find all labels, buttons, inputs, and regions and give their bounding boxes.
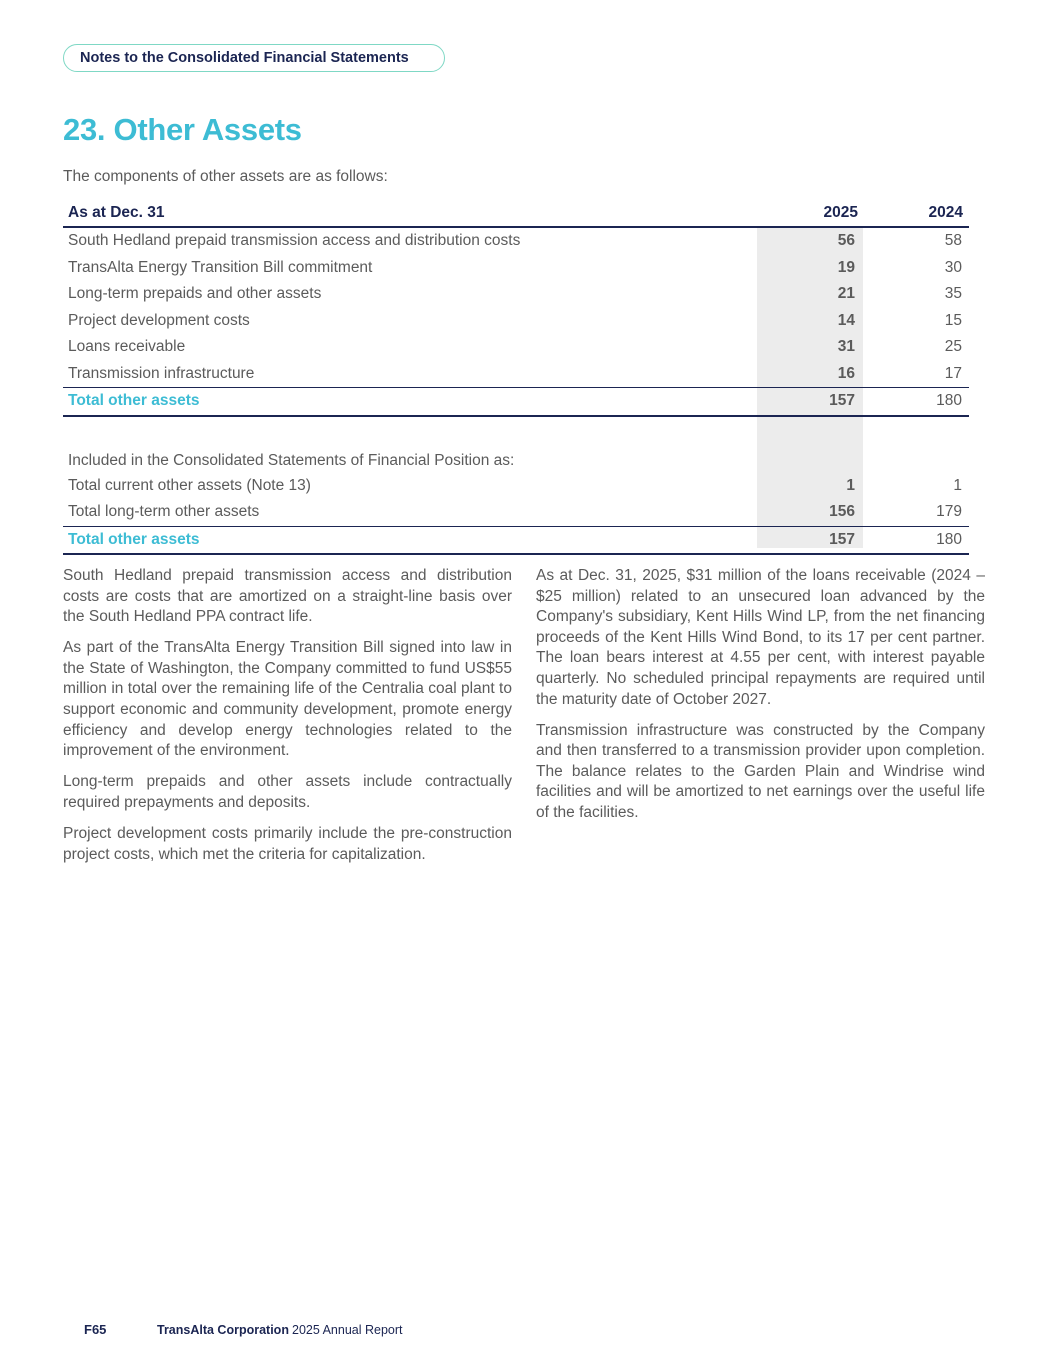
- header-2025: 2025: [823, 204, 858, 221]
- table-row: [63, 361, 969, 388]
- value-2024: 1: [953, 476, 962, 494]
- paragraph: South Hedland prepaid transmission access and distribution costs are costs that are amortized on a straight-line basis over the South Hedland PPA contract life.: [63, 567, 512, 626]
- value-2024: 17: [944, 364, 962, 382]
- total-2024: 180: [936, 392, 962, 409]
- sub-heading: Included in the Consolidated Statements of Financial Position as:: [68, 451, 515, 469]
- row-label: Project development costs: [68, 311, 250, 329]
- total-2024: 180: [936, 530, 962, 548]
- body-column-left: [63, 566, 512, 876]
- row-label: Total current other assets (Note 13): [68, 476, 311, 494]
- paragraph: Long-term prepaids and other assets include contractually required prepayments and deposits.: [63, 773, 512, 811]
- section-tag: Notes to the Consolidated Financial Statements: [63, 44, 445, 72]
- table-row: [63, 499, 969, 526]
- page-number: F65: [84, 1322, 107, 1337]
- total-2025: 157: [829, 392, 855, 409]
- header-2024: 2024: [928, 204, 963, 221]
- value-2024: 30: [944, 258, 962, 276]
- table-row: [63, 228, 969, 255]
- row-label: Total long-term other assets: [68, 503, 260, 520]
- header-label: As at Dec. 31: [68, 204, 165, 221]
- row-label: Transmission infrastructure: [68, 364, 255, 382]
- paragraph: Transmission infrastructure was constructed by the Company and then transferred to a transmission provider upon completion. The balance relates to the Garden Plain and Windrise wind facilities and will be amortized to net earnings over the useful life of the facilities.: [536, 721, 985, 822]
- value-2025: 156: [829, 503, 855, 520]
- total-row: [63, 387, 969, 417]
- value-2025: 1: [846, 476, 855, 494]
- sub-total-row: [63, 526, 969, 556]
- value-2024: 58: [944, 232, 962, 249]
- total-2025: 157: [829, 530, 855, 548]
- other-assets-table: [63, 200, 969, 555]
- footer-report: 2025 Annual Report: [292, 1323, 403, 1337]
- value-2025: 19: [837, 258, 855, 276]
- paragraph: As part of the TransAlta Energy Transition Bill signed into law in the State of Washington, the Company committed to fund US$55 million in total over the remaining life of the Centralia coal plant to support economic and community development, promote energy efficiency and develop energy technologies related to the improvement of the environment.: [63, 639, 512, 760]
- value-2024: 25: [944, 338, 962, 355]
- table-row: [63, 334, 969, 361]
- row-label: Loans receivable: [68, 338, 186, 355]
- row-label: TransAlta Energy Transition Bill commitment: [68, 258, 373, 276]
- page-title: 23. Other Assets: [63, 112, 302, 147]
- body-column-right: [536, 566, 985, 834]
- total-label: Total other assets: [68, 392, 200, 409]
- sub-heading-row: [63, 449, 969, 473]
- table-row: [63, 473, 969, 500]
- value-2024: 35: [944, 285, 962, 302]
- value-2025: 56: [837, 232, 855, 249]
- value-2024: 179: [936, 503, 962, 520]
- intro-text: The components of other assets are as follows:: [63, 168, 388, 185]
- table-row: [63, 308, 969, 335]
- total-label: Total other assets: [68, 530, 200, 548]
- paragraph: Project development costs primarily include the pre-construction project costs, which met the criteria for capitalization.: [63, 825, 512, 863]
- value-2024: 15: [944, 311, 962, 329]
- value-2025: 31: [837, 338, 855, 355]
- value-2025: 21: [837, 285, 855, 302]
- value-2025: 16: [837, 364, 855, 382]
- table-row: [63, 281, 969, 308]
- row-label: Long-term prepaids and other assets: [68, 285, 322, 302]
- row-label: South Hedland prepaid transmission access and distribution costs: [68, 232, 521, 249]
- table-row: [63, 255, 969, 282]
- footer-company: TransAlta Corporation: [157, 1323, 289, 1337]
- table-header: [63, 200, 969, 228]
- value-2025: 14: [837, 311, 855, 329]
- paragraph: As at Dec. 31, 2025, $31 million of the loans receivable (2024 – $25 million) related to an unsecured loan advanced by the Company's subsidiary, Kent Hills Wind LP, from the net financing proceeds of the Kent Hills Wind Bond, to its 17 per cent partner. The loan bears interest at 4.55 per cent, with interest payable quarterly. No scheduled principal repayments are required until the maturity date of October 2027.: [536, 567, 985, 708]
